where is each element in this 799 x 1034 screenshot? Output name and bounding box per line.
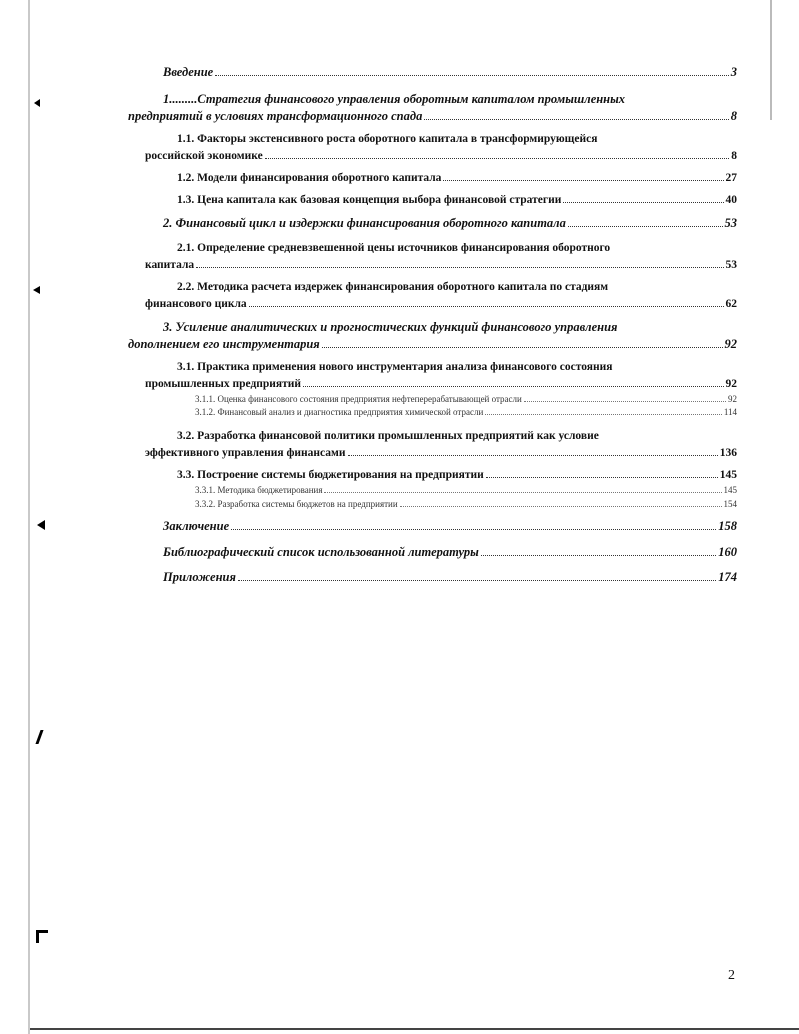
toc-entry-title: 3.3.1. Методика бюджетирования [195,485,323,495]
toc-entry-page: 8 [731,150,737,162]
toc-entry-title: 2.2. Методика расчета издержек финансирования оборотного капитала по стадиям [177,281,609,293]
toc-entry-title: 1.1. Факторы экстенсивного роста оборотного капитала в трансформирующейся [177,133,598,145]
toc-entry-appendix [163,569,737,586]
toc-entry-section-1-3 [177,192,737,209]
toc-entry-title: 3.1.2. Финансовый анализ и диагностика предприятия химической отрасли [195,407,484,417]
toc-entry-title: Библиографический список использованной литературы [163,545,479,559]
toc-entry-section-1-2 [177,170,737,187]
toc-entry-title: 2. Финансовый цикл и издержки финансирования оборотного капитала [163,216,566,230]
toc-entry-title: 3.2. Разработка финансовой политики промышленных предприятий как условие [177,430,599,442]
toc-entry-title: 1.2. Модели финансирования оборотного капитала [177,172,442,184]
toc-entry-title: 1.3. Цена капитала как базовая концепция выбора финансовой стратегии [177,194,562,206]
toc-entry-page: 145 [723,485,737,495]
toc-entry-chapter-3 [128,319,737,353]
toc-entry-page: 114 [723,407,737,417]
toc-entry-page: 62 [725,298,737,310]
toc-entry-section-1-1 [145,131,737,165]
toc-entry-title: 3.1.1. Оценка финансового состояния предприятия нефтеперерабатывающей отрасли [195,394,522,404]
toc-entry-section-2-2 [145,279,737,313]
toc-entry-title: Приложения [163,570,236,584]
toc-entry-page: 92 [728,394,737,404]
toc-entry-page: 3 [730,65,737,79]
toc-entry-title: 2.1. Определение средневзвешенной цены источников финансирования оборотного [177,242,611,254]
toc-entry-title: 3.1. Практика применения нового инструментария анализа финансового состояния [177,361,613,373]
toc-entry-title-cont: эффективного управления финансами [145,447,346,459]
toc-entry-title-cont: предприятий в условиях трансформационного спада [128,109,423,123]
toc-entry-page: 53 [724,216,737,230]
toc-entry-title: 3. Усиление аналитических и прогностических функций финансового управления [163,320,618,334]
toc-entry-title: 3.3. Построение системы бюджетирования на предприятии [177,469,484,481]
toc-entry-title-cont: капитала [145,259,195,271]
toc-entry-chapter-1 [128,91,737,125]
toc-entry-page: 27 [725,172,737,184]
toc-entry-page: 154 [723,499,737,509]
toc-entry-title-cont: российской экономике [145,150,263,162]
toc-entry-page: 145 [719,469,737,481]
toc-entry-section-3-1 [145,359,737,393]
toc-entry-section-3-3 [177,467,737,484]
toc-entry-title: Введение [163,65,214,79]
toc-entry-page: 92 [724,337,737,351]
toc-entry-subsection-3-3-2 [195,498,737,510]
toc-entry-page: 53 [725,259,737,271]
toc-entry-page: 92 [725,378,737,390]
toc-entry-page: 8 [730,109,737,123]
toc-entry-intro [163,64,737,81]
toc-entry-section-3-2 [145,428,737,462]
toc-entry-section-2-1 [145,240,737,274]
page-number: 2 [728,968,735,983]
toc-entry-title-cont: дополнением его инструментария [128,337,320,351]
toc-entry-page: 136 [719,447,737,459]
toc-entry-subsection-3-1-1 [195,393,737,405]
toc-entry-page: 158 [718,519,737,533]
toc-entry-page: 40 [725,194,737,206]
toc-entry-title-cont: промышленных предприятий [145,378,302,390]
toc-entry-title: Заключение [163,519,230,533]
toc-entry-title-cont: финансового цикла [145,298,247,310]
toc-entry-bibliography [163,544,737,561]
toc-entry-conclusion [163,518,737,535]
toc-entry-title: 3.3.2. Разработка системы бюджетов на предприятии [195,499,398,509]
toc-entry-subsection-3-3-1 [195,484,737,496]
toc-entry-page: 174 [718,570,737,584]
toc-entry-chapter-2 [163,215,737,232]
toc-entry-page: 160 [718,545,737,559]
toc-entry-subsection-3-1-2 [195,406,737,418]
toc-entry-title: 1.........Стратегия финансового управления оборотным капиталом промышленных [163,92,626,106]
